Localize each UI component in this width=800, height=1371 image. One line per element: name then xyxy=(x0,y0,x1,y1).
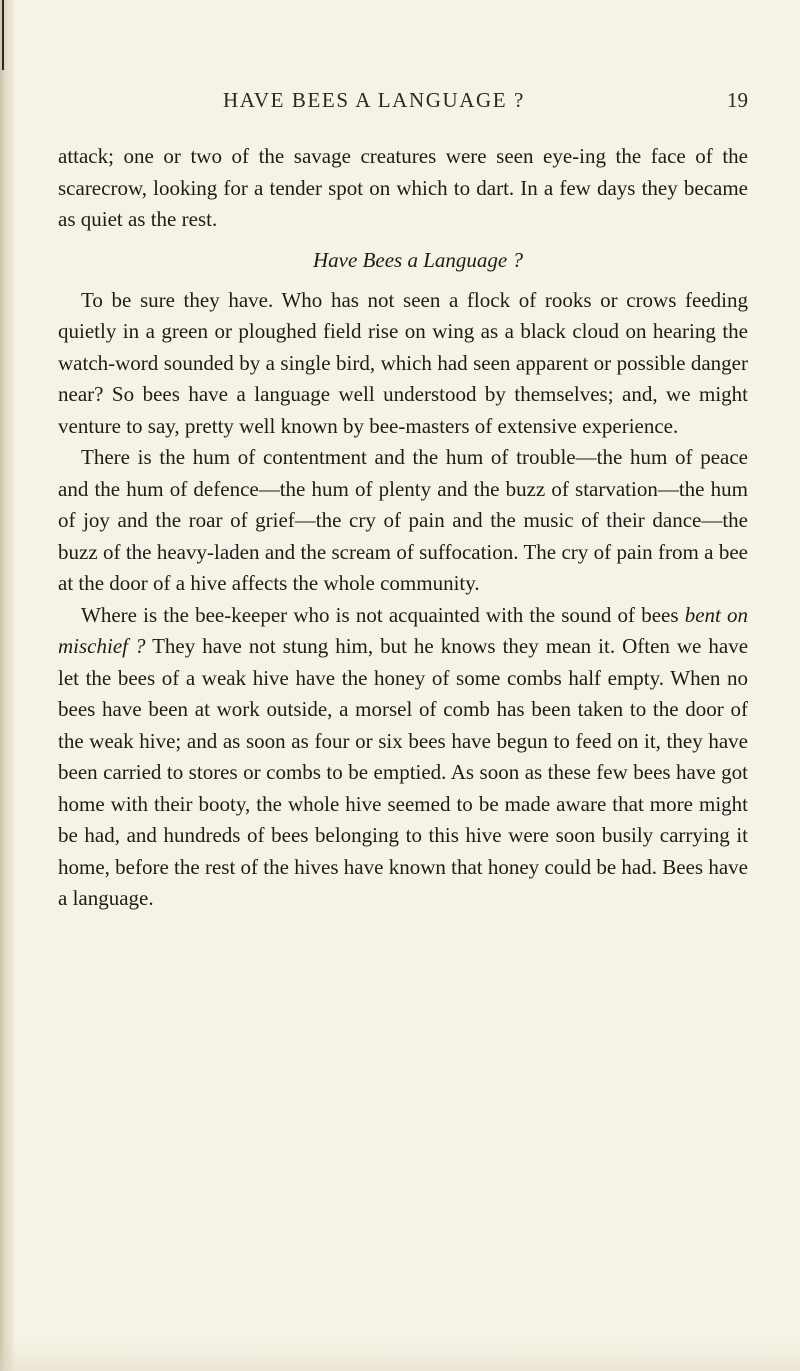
page-number: 19 xyxy=(727,88,748,112)
body-text xyxy=(58,141,748,915)
paragraph-text: Where is the bee-keeper who is not acquainted with the sound of bees xyxy=(81,602,685,627)
paragraph: To be sure they have. Who has not seen a flock of rooks or crows feeding quietly in a green or ploughed field rise on wing as a black cloud on hearing the watch-word sounded by a single bird, which had seen apparent or possible danger near? So bees have a language well understood by themselves; and, we might venture to say, pretty well known by bee-masters of extensive experience. xyxy=(58,287,748,438)
section-heading: Have Bees a Language ? xyxy=(313,247,523,272)
running-title: HAVE BEES A LANGUAGE ? xyxy=(223,88,525,112)
binding-edge xyxy=(2,0,4,70)
page-stain xyxy=(0,1341,800,1371)
paragraph: There is the hum of contentment and the hum of trouble—the hum of peace and the hum of defence—the hum of plenty and the buzz of starvation—the hum of joy and the roar of grief—the cry of pain and the music of their dance—the buzz of the heavy-laden and the scream of suffocation. The cry of pain from a bee at the door of a hive affects the whole community. xyxy=(58,445,748,595)
paragraph-continued: attack; one or two of the savage creatures were seen eye-ing the face of the scarecrow, looking for a tender spot on which to dart. In a few days they became as quiet as the rest. xyxy=(58,144,748,231)
italic-phrase: bent on mischief ? xyxy=(58,602,749,658)
paragraph-text: They have not stung him, but he knows they mean it. Often we have let the bees of a weak hive have the honey of some combs half empty. When no bees have been at work outside, a morsel of comb has been taken to the door of the weak hive; and as soon as four or six bees have begun to feed on it, they have been carried to stores or combs to be emptied. As soon as these few bees have got home with their booty, the whole hive seemed to be made aware that more might be had, and hundreds of bees belonging to this hive were soon busily carrying it home, before the rest of the hives have known that honey could be had. Bees have a language. xyxy=(58,634,749,910)
binding-shadow xyxy=(0,0,14,1371)
running-head xyxy=(58,88,748,116)
paragraph xyxy=(58,600,748,915)
